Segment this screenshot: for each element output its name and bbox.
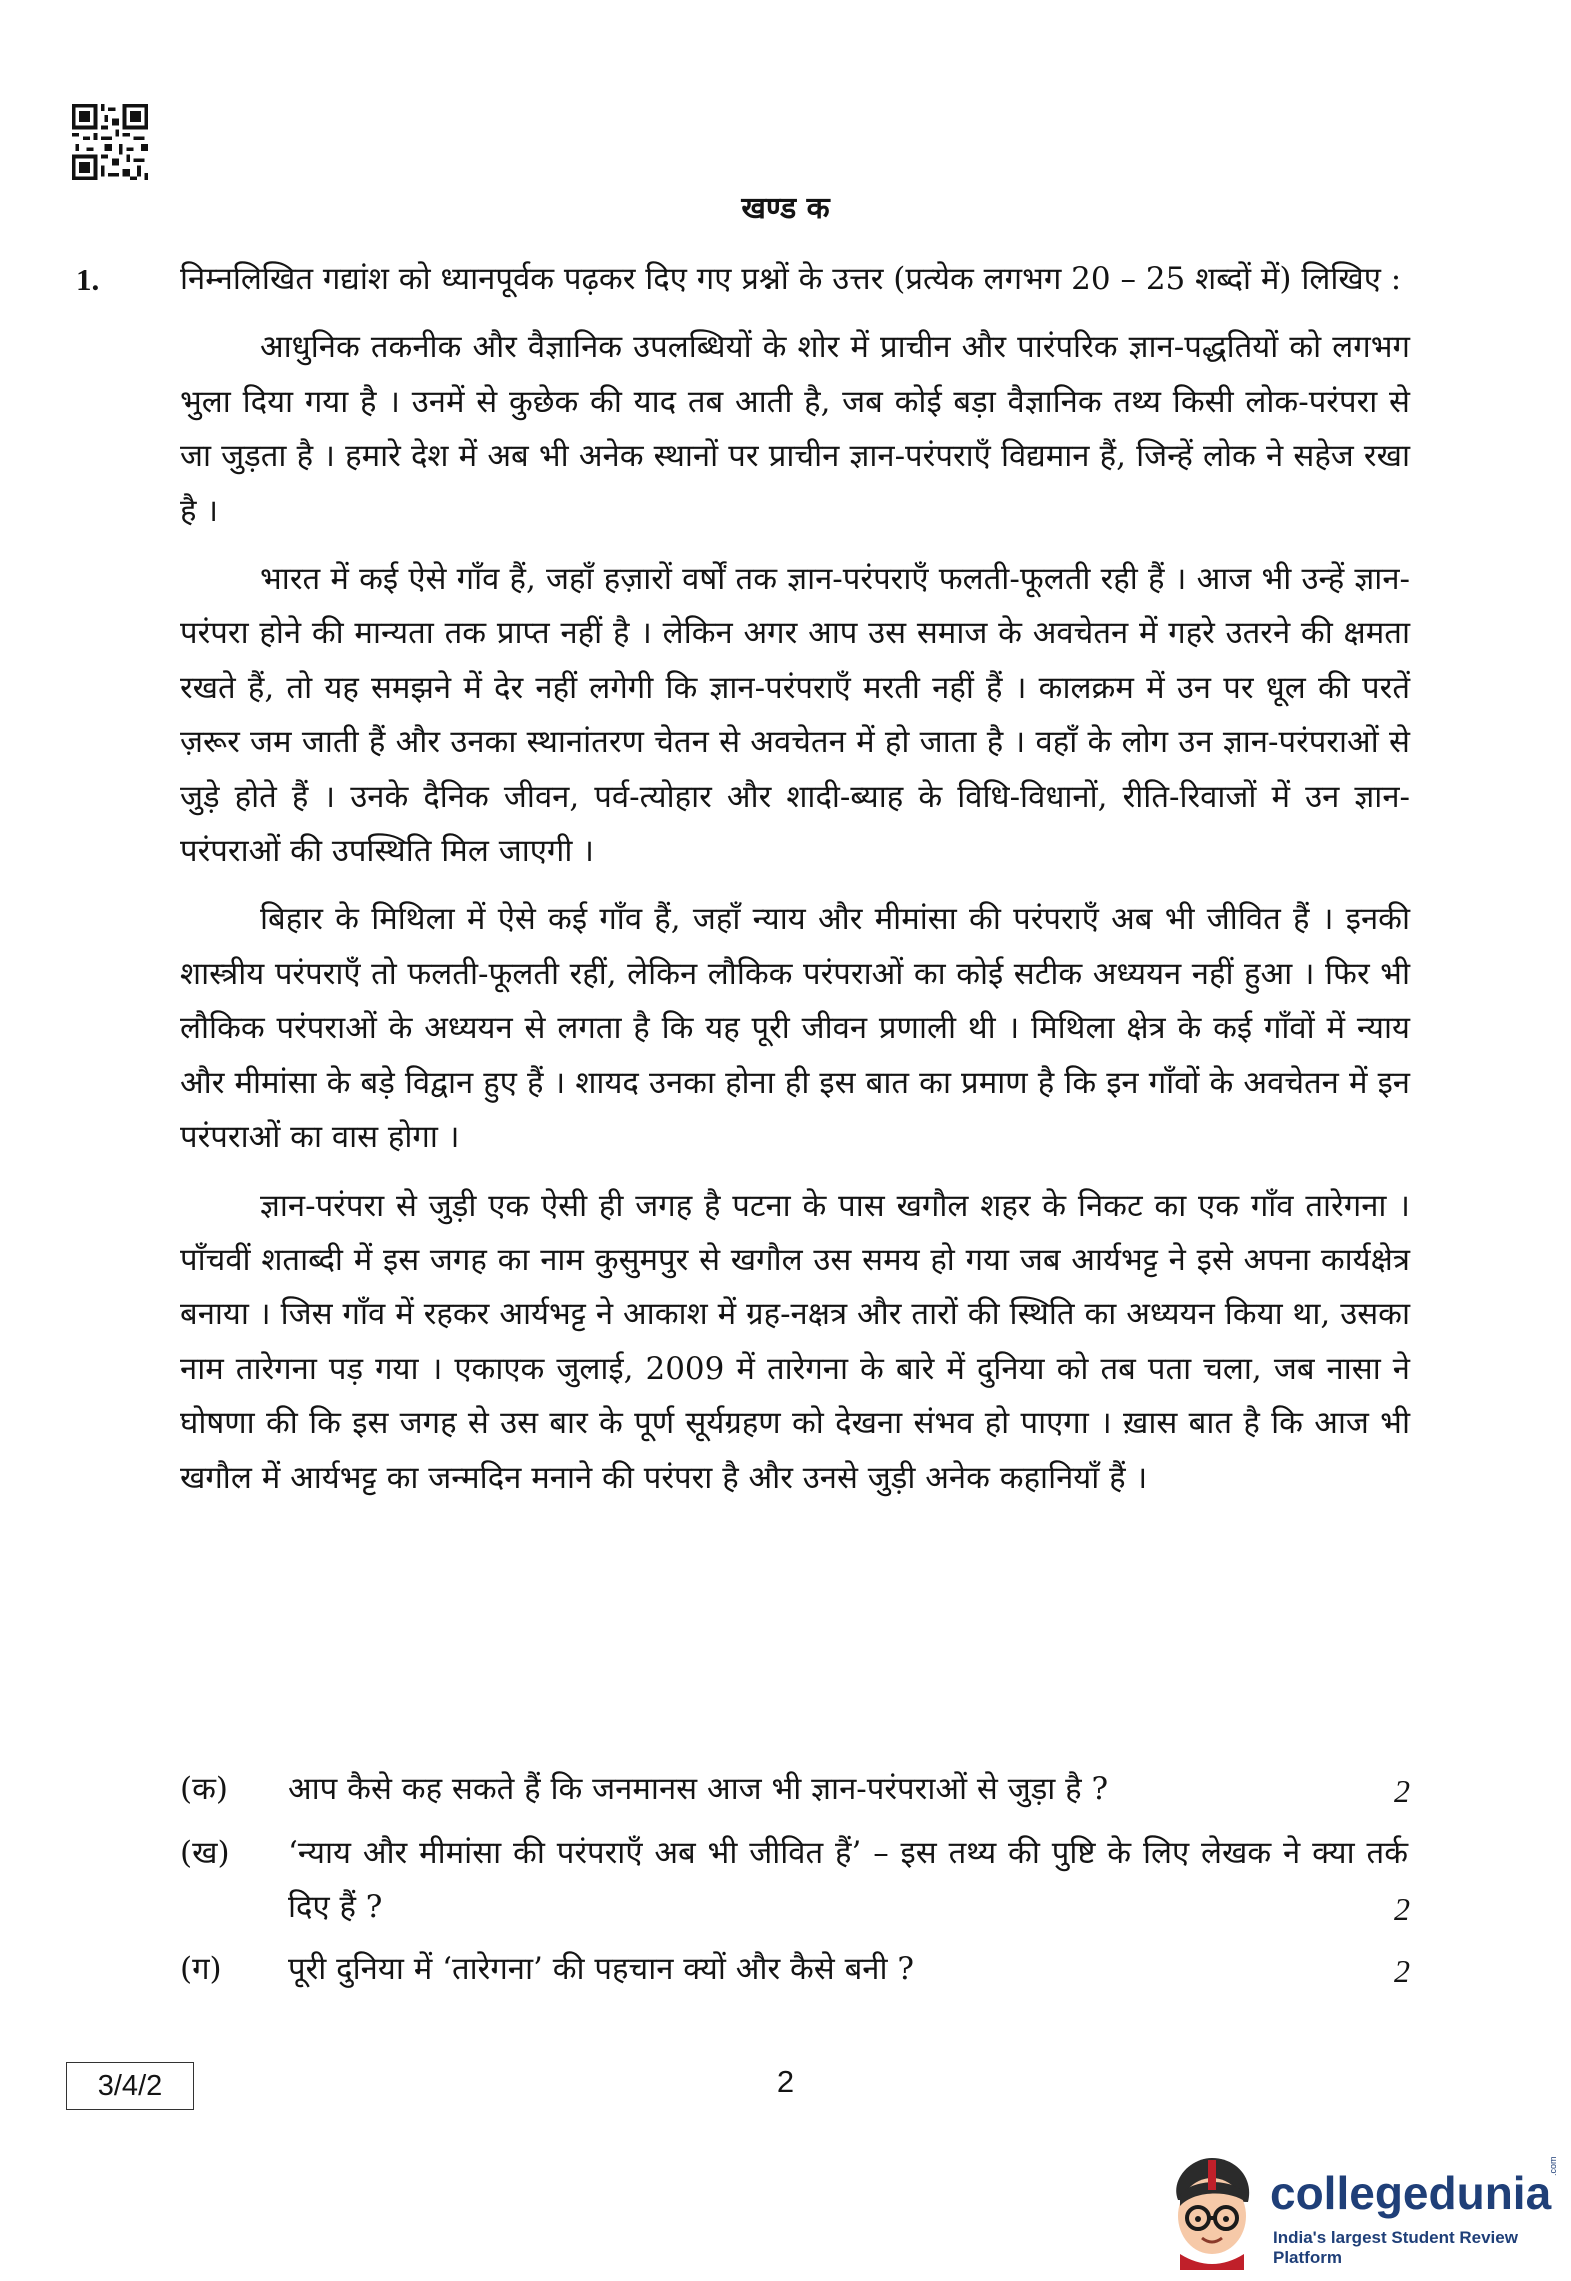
subquestion-marks: 2 xyxy=(1394,1891,1410,1927)
subquestion-marks: 2 xyxy=(1394,1773,1410,1809)
subquestion-label: (ग) xyxy=(180,1951,222,1987)
question-number: 1. xyxy=(76,262,100,297)
brand-dotcom: .com xyxy=(1548,2156,1558,2176)
brand-tagline: India's largest Student Review Platform xyxy=(1273,2228,1518,2267)
question-instruction: निम्नलिखित गद्यांश को ध्यानपूर्वक पढ़कर दिए गए प्रश्नों के उत्तर (प्रत्येक लगभग 20 – 25 शब्दों में) लिखिए : xyxy=(180,261,1402,297)
subquestion-text: ‘न्याय और मीमांसा की परंपराएँ अब भी जीवित हैं’ – इस तथ्य की पुष्टि के लिए लेखक ने क्या तर्क दिए हैं ? xyxy=(288,1835,1408,1925)
passage-paragraph-2: भारत में कई ऐसे गाँव हैं, जहाँ हज़ारों वर्षों तक ज्ञान-परंपराएँ फलती-फूलती रही हैं । आज भी उन्हें ज्ञान-परंपरा होने की मान्यता तक प्राप्त नहीं है । लेकिन अगर आप उस समाज के अवचेतन में गहरे उतरने की क्षमता रखते हैं, तो यह समझने में देर नहीं लगेगी कि ज्ञान-परंपराएँ मरती नहीं हैं । कालक्रम में उन पर धूल की परतें ज़रूर जम जाती हैं और उनका स्थानांतरण चेतन से अवचेतन में हो जाता है । वहाँ के लोग उन ज्ञान-परंपराओं से जुड़े होते हैं । उनके दैनिक जीवन, पर्व-त्योहार और शादी-ब्याह के विधि-विधानों, रीति-रिवाजों में उन ज्ञान-परंपराओं की उपस्थिति मिल जाएगी । xyxy=(180,561,1410,870)
collegedunia-watermark xyxy=(1160,2150,1560,2270)
mascot-logo-icon xyxy=(1160,2150,1264,2270)
subquestion-label: (ख) xyxy=(180,1835,230,1871)
page-number: 2 xyxy=(776,2064,795,2099)
section-title: खण्ड क xyxy=(741,191,830,226)
qr-code-icon xyxy=(72,104,148,180)
subquestion-kha xyxy=(180,1826,1480,1938)
subquestion-ga xyxy=(180,1942,1480,1998)
question-body xyxy=(180,252,1410,1505)
subquestion-marks: 2 xyxy=(1394,1953,1410,1989)
subquestion-label: (क) xyxy=(180,1771,228,1807)
passage-paragraph-1: आधुनिक तकनीक और वैज्ञानिक उपलब्धियों के शोर में प्राचीन और पारंपरिक ज्ञान-पद्धतियों को लगभग भुला दिया गया है । उनमें से कुछेक की याद तब आती है, जब कोई बड़ा वैज्ञानिक तथ्य किसी लोक-परंपरा से जा जुड़ता है । हमारे देश में अब भी अनेक स्थानों पर प्राचीन ज्ञान-परंपराएँ विद्यमान हैं, जिन्हें लोक ने सहेज रखा है । xyxy=(180,329,1410,529)
brand-name: collegedunia xyxy=(1270,2167,1552,2219)
subquestion-text: पूरी दुनिया में ‘तारेगना’ की पहचान क्यों और कैसे बनी ? xyxy=(288,1951,914,1987)
passage-paragraph-4: ज्ञान-परंपरा से जुड़ी एक ऐसी ही जगह है पटना के पास खगौल शहर के निकट का एक गाँव तारेगना । पाँचवीं शताब्दी में इस जगह का नाम कुसुमपुर से खगौल उस समय हो गया जब आर्यभट्ट ने इसे अपना कार्यक्षेत्र बनाया । जिस गाँव में रहकर आर्यभट्ट ने आकाश में ग्रह-नक्षत्र और तारों की स्थिति का अध्ययन किया था, उसका नाम तारेगना पड़ गया । एकाएक जुलाई, 2009 में तारेगना के बारे में दुनिया को तब पता चला, जब नासा ने घोषणा की कि इस जगह से उस बार के पूर्ण सूर्यग्रहण को देखना संभव हो पाएगा । ख़ास बात है कि आज भी खगौल में आर्यभट्ट का जन्मदिन मनाने की परंपरा है और उनसे जुड़ी अनेक कहानियाँ हैं । xyxy=(180,1187,1410,1496)
passage-paragraph-3: बिहार के मिथिला में ऐसे कई गाँव हैं, जहाँ न्याय और मीमांसा की परंपराएँ अब भी जीवित हैं । इनकी शास्त्रीय परंपराएँ तो फलती-फूलती रहीं, लेकिन लौकिक परंपराओं का कोई सटीक अध्ययन नहीं हुआ । फिर भी लौकिक परंपराओं के अध्ययन से लगता है कि यह पूरी जीवन प्रणाली थी । मिथिला क्षेत्र के कई गाँवों में न्याय और मीमांसा के बड़े विद्वान हुए हैं । शायद उनका होना ही इस बात का प्रमाण है कि इन गाँवों के अवचेतन में इन परंपराओं का वास होगा । xyxy=(180,901,1410,1156)
paper-code: 3/4/2 xyxy=(97,2070,163,2102)
subquestion-ka xyxy=(180,1762,1480,1818)
subquestion-text: आप कैसे कह सकते हैं कि जनमानस आज भी ज्ञान-परंपराओं से जुड़ा है ? xyxy=(288,1771,1109,1807)
